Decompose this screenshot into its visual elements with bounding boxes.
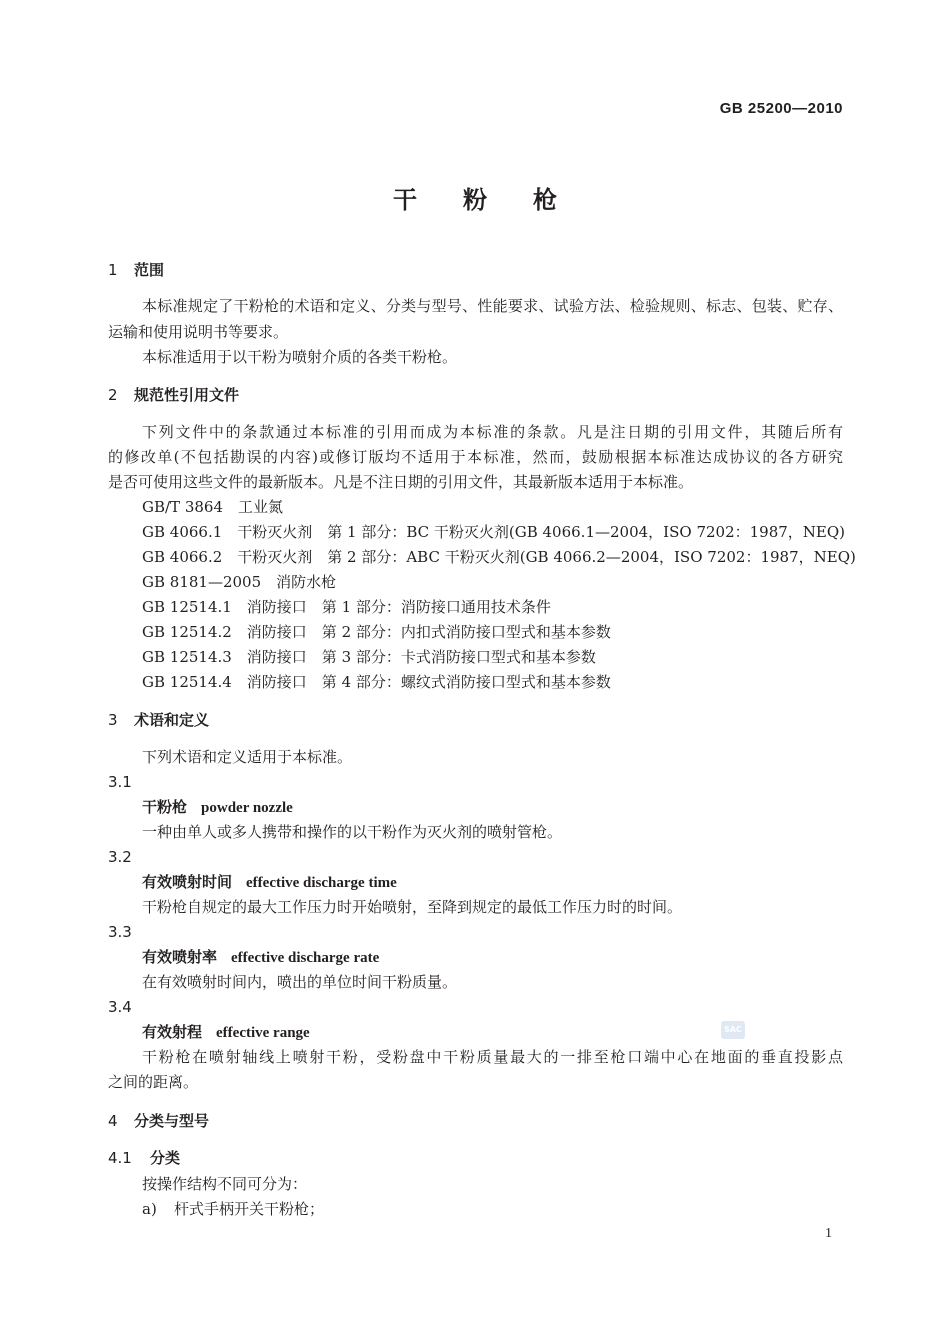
term-number: 3.4 xyxy=(108,998,132,1016)
section-3-heading xyxy=(108,711,209,729)
reference-item: GB 8181—2005 消防水枪 xyxy=(142,573,337,591)
section-1-number: 1 xyxy=(108,261,118,279)
list-marker: a) xyxy=(142,1200,157,1218)
term-definition-line-1: 干粉枪在喷射轴线上喷射干粉，受粉盘中干粉质量最大的一排至枪口端中心在地面的垂直投影点 xyxy=(142,1048,843,1066)
term-title xyxy=(142,1023,310,1042)
section-4-title: 分类与型号 xyxy=(134,1112,210,1130)
s1-paragraph-1-line-2: 运输和使用说明书等要求。 xyxy=(108,323,289,341)
term-zh: 有效喷射时间 xyxy=(142,873,233,891)
term-title xyxy=(142,873,397,892)
section-4-number: 4 xyxy=(108,1112,118,1130)
s1-paragraph-2: 本标准适用于以干粉为喷射介质的各类干粉枪。 xyxy=(142,348,458,366)
reference-item: GB 12514.1 消防接口 第 1 部分：消防接口通用技术条件 xyxy=(142,598,551,616)
term-zh: 有效射程 xyxy=(142,1023,203,1041)
s3-intro: 下列术语和定义适用于本标准。 xyxy=(142,748,353,766)
reference-item: GB 4066.1 干粉灭火剂 第 1 部分：BC 干粉灭火剂(GB 4066.1—2004，ISO 7202：1987，NEQ) xyxy=(142,523,846,541)
term-zh: 有效喷射率 xyxy=(142,948,218,966)
section-1-title: 范围 xyxy=(134,261,165,279)
reference-item: GB/T 3864 工业氮 xyxy=(142,498,284,516)
section-3-number: 3 xyxy=(108,711,118,729)
section-3-title: 术语和定义 xyxy=(134,711,210,729)
term-en: effective discharge rate xyxy=(231,950,380,966)
document-title: 干粉枪 xyxy=(393,186,603,214)
reference-item: GB 4066.2 干粉灭火剂 第 2 部分：ABC 干粉灭火剂(GB 4066.2—2004，ISO 7202：1987，NEQ) xyxy=(142,548,856,566)
reference-item: GB 12514.4 消防接口 第 4 部分：螺纹式消防接口型式和基本参数 xyxy=(142,673,611,691)
term-definition-line-2: 之间的距离。 xyxy=(108,1073,199,1091)
s1-paragraph-1-line-1: 本标准规定了干粉枪的术语和定义、分类与型号、性能要求、试验方法、检验规则、标志、包装、贮存、 xyxy=(142,297,843,315)
section-2-heading xyxy=(108,386,239,404)
list-item-text: 杆式手柄开关干粉枪； xyxy=(174,1200,325,1218)
subsection-4-1-heading xyxy=(108,1149,180,1167)
subsection-4-1-title: 分类 xyxy=(150,1149,181,1167)
sac-watermark-logo: SAC xyxy=(721,1021,745,1039)
reference-item: GB 12514.2 消防接口 第 2 部分：内扣式消防接口型式和基本参数 xyxy=(142,623,611,641)
section-1-heading xyxy=(108,261,164,279)
subsection-4-1-number: 4.1 xyxy=(108,1149,132,1167)
term-title xyxy=(142,798,293,817)
term-number: 3.3 xyxy=(108,923,132,941)
term-number: 3.1 xyxy=(108,773,132,791)
section-4-heading xyxy=(108,1112,209,1130)
standard-number: GB 25200—2010 xyxy=(719,100,843,117)
s4-paragraph: 按操作结构不同可分为： xyxy=(142,1175,308,1193)
section-2-number: 2 xyxy=(108,386,118,404)
page-number: 1 xyxy=(825,1226,832,1241)
term-definition: 干粉枪自规定的最大工作压力时开始喷射，至降到规定的最低工作压力时的时间。 xyxy=(142,898,683,916)
term-definition: 一种由单人或多人携带和操作的以干粉作为灭火剂的喷射管枪。 xyxy=(142,823,563,841)
s2-paragraph-line-3: 是否可使用这些文件的最新版本。凡是不注日期的引用文件，其最新版本适用于本标准。 xyxy=(108,473,694,491)
list-item-a xyxy=(142,1200,324,1218)
term-en: effective discharge time xyxy=(246,875,397,891)
term-title xyxy=(142,948,379,967)
term-en: effective range xyxy=(216,1025,310,1041)
term-number: 3.2 xyxy=(108,848,132,866)
term-en: powder nozzle xyxy=(201,800,293,816)
section-2-title: 规范性引用文件 xyxy=(134,386,240,404)
reference-item: GB 12514.3 消防接口 第 3 部分：卡式消防接口型式和基本参数 xyxy=(142,648,596,666)
s2-paragraph-line-1: 下列文件中的条款通过本标准的引用而成为本标准的条款。凡是注日期的引用文件，其随后所有 xyxy=(142,423,843,441)
term-zh: 干粉枪 xyxy=(142,798,188,816)
term-definition: 在有效喷射时间内，喷出的单位时间干粉质量。 xyxy=(142,973,458,991)
s2-paragraph-line-2: 的修改单(不包括勘误的内容)或修订版均不适用于本标准，然而，鼓励根据本标准达成协议的各方研究 xyxy=(108,448,843,466)
